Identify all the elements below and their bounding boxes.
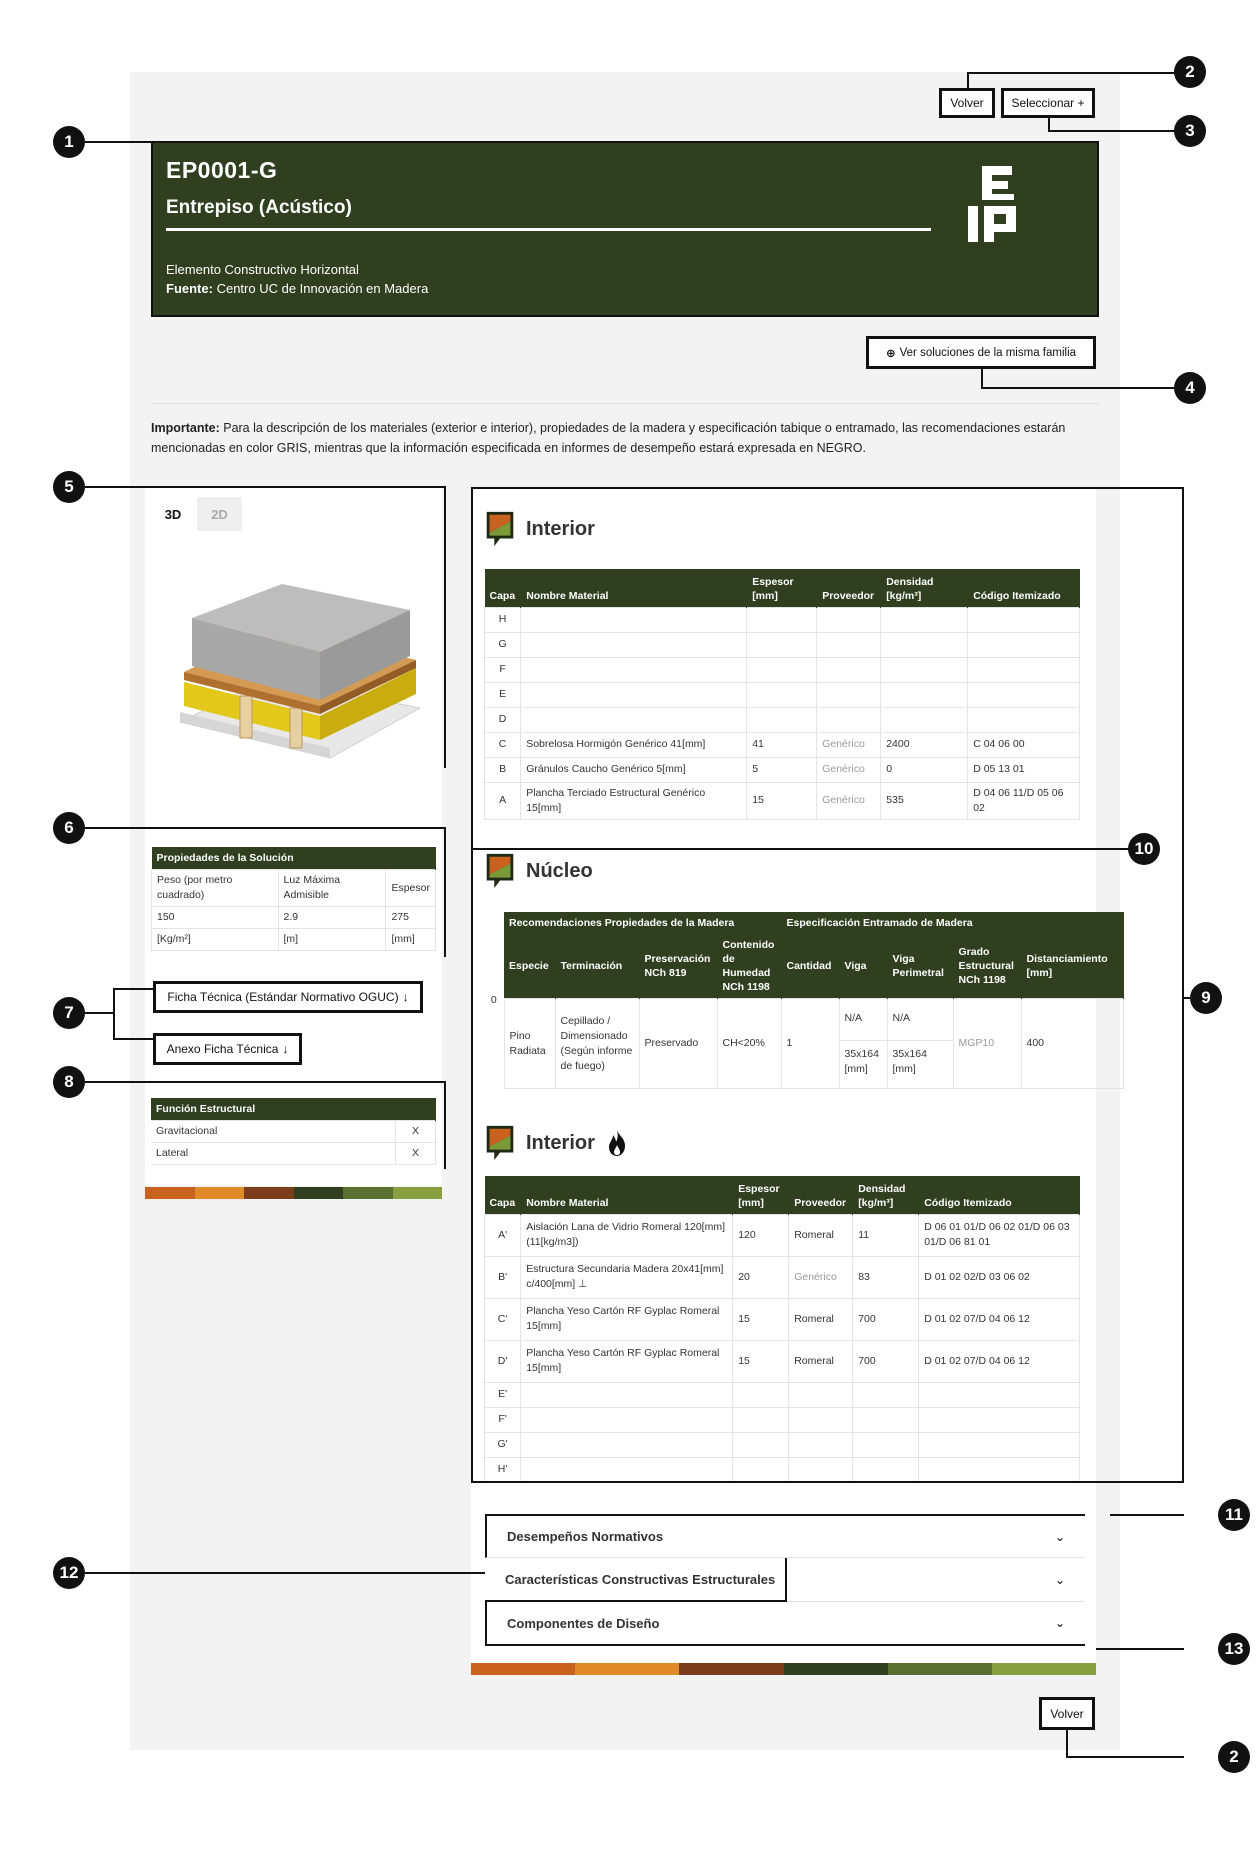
accordion-label: Características Constructivas Estructurales bbox=[505, 1572, 776, 1587]
col-header-nombre: Nombre Material bbox=[521, 1176, 733, 1214]
cell-nombre bbox=[521, 1382, 733, 1407]
cell-proveedor: Romeral bbox=[789, 1340, 853, 1382]
table-row bbox=[485, 1340, 1080, 1382]
interior-top-table bbox=[484, 569, 1080, 820]
table-row bbox=[485, 1214, 1080, 1256]
col-header-humedad: Contenido de Humedad NCh 1198 bbox=[717, 934, 781, 999]
leader-12 bbox=[85, 1572, 485, 1574]
nucleo-group-frame: Especificación Entramado de Madera bbox=[781, 912, 1124, 934]
cell-capa: H' bbox=[485, 1457, 521, 1482]
cell-proveedor: Genérico bbox=[817, 782, 881, 819]
interior-bottom-table bbox=[484, 1176, 1080, 1483]
table-row bbox=[485, 1256, 1080, 1298]
cell-nombre: Plancha Yeso Cartón RF Gyplac Romeral 15[mm] bbox=[521, 1340, 733, 1382]
col-header-terminacion: Terminación bbox=[555, 934, 639, 999]
cell-codigo: D 05 13 01 bbox=[968, 757, 1080, 782]
leader-7-a bbox=[113, 988, 153, 990]
table-row bbox=[485, 682, 1080, 707]
col-header-cantidad: Cantidad bbox=[781, 934, 839, 999]
cell-capa: C bbox=[485, 732, 521, 757]
col-header-distancia: Distanciamiento [mm] bbox=[1021, 934, 1124, 999]
cell-nombre bbox=[521, 1457, 733, 1482]
element-type: Elemento Constructivo Horizontal bbox=[166, 262, 359, 277]
chevron-down-icon: ⌄ bbox=[1054, 1616, 1065, 1630]
layer-flag-icon bbox=[484, 1124, 516, 1162]
cell-densidad: 11 bbox=[853, 1214, 919, 1256]
col-header-preservacion: Preservación NCh 819 bbox=[639, 934, 717, 999]
cell-capa: F bbox=[485, 657, 521, 682]
cell-capa: F' bbox=[485, 1407, 521, 1432]
callout-3: 3 bbox=[1174, 115, 1206, 147]
callout-11: 11 bbox=[1218, 1499, 1250, 1531]
cell-nombre bbox=[521, 607, 747, 632]
col-header-viga-perimetral: Viga Perimetral bbox=[887, 934, 953, 999]
cell-capa: B bbox=[485, 757, 521, 782]
cell-viga-a: N/A bbox=[840, 1005, 887, 1041]
cell-proveedor bbox=[789, 1457, 853, 1482]
cell-espesor: 15 bbox=[733, 1340, 789, 1382]
prop-weight-value: 150 bbox=[152, 907, 279, 929]
same-family-button[interactable] bbox=[866, 336, 1096, 369]
prop-weight-unit: [Kg/m²] bbox=[152, 929, 279, 951]
leader-1 bbox=[85, 141, 155, 143]
cell-densidad bbox=[881, 607, 968, 632]
cell-proveedor bbox=[817, 607, 881, 632]
col-header-densidad: Densidad [kg/m³] bbox=[881, 569, 968, 607]
cell-proveedor bbox=[817, 707, 881, 732]
leader-2b-h bbox=[1066, 1756, 1184, 1758]
cell-nombre bbox=[521, 657, 747, 682]
cell-densidad bbox=[881, 707, 968, 732]
prop-thickness-unit: [mm] bbox=[386, 929, 436, 951]
cell-capa: G' bbox=[485, 1432, 521, 1457]
cell-perimetral-b: 35x164 [mm] bbox=[892, 1047, 927, 1075]
cell-proveedor: Romeral bbox=[789, 1214, 853, 1256]
callout-2: 2 bbox=[1174, 56, 1206, 88]
cell-nombre: Plancha Yeso Cartón RF Gyplac Romeral 15[mm] bbox=[521, 1298, 733, 1340]
leader-7 bbox=[85, 1012, 113, 1014]
callout-6: 6 bbox=[53, 812, 85, 844]
accordion-label: Desempeños Normativos bbox=[507, 1529, 664, 1544]
col-header-codigo: Código Itemizado bbox=[968, 569, 1080, 607]
cell-codigo bbox=[968, 657, 1080, 682]
cell-densidad bbox=[853, 1407, 919, 1432]
header-rule bbox=[166, 228, 931, 231]
chevron-down-icon: ⌄ bbox=[1054, 1529, 1065, 1544]
structural-row-label: Lateral bbox=[151, 1143, 396, 1165]
cell-codigo bbox=[968, 632, 1080, 657]
solution-properties-table bbox=[151, 847, 436, 951]
cell-densidad: 0 bbox=[881, 757, 968, 782]
cell-espesor: 41 bbox=[747, 732, 817, 757]
col-header-densidad: Densidad [kg/m³] bbox=[853, 1176, 919, 1214]
table-row bbox=[485, 1382, 1080, 1407]
section-title-text: Interior bbox=[526, 1131, 595, 1154]
solution-code: EP0001-G bbox=[166, 157, 278, 183]
table-row bbox=[485, 1457, 1080, 1482]
cell-espesor bbox=[733, 1382, 789, 1407]
accordion-desempenos[interactable] bbox=[485, 1514, 1085, 1558]
cell-densidad bbox=[853, 1457, 919, 1482]
callout-13: 13 bbox=[1218, 1633, 1250, 1665]
col-header-proveedor: Proveedor bbox=[817, 569, 881, 607]
solution-name: Entrepiso (Acústico) bbox=[166, 197, 352, 218]
structural-title: Función Estructural bbox=[151, 1098, 436, 1121]
cell-capa: B' bbox=[485, 1256, 521, 1298]
3d-model-view[interactable] bbox=[170, 590, 430, 760]
cell-nombre: Estructura Secundaria Madera 20x41[mm] c/400[mm] ⊥ bbox=[521, 1256, 733, 1298]
cell-humedad: CH<20% bbox=[717, 999, 781, 1089]
cell-proveedor bbox=[817, 682, 881, 707]
cell-densidad: 700 bbox=[853, 1340, 919, 1382]
cell-densidad: 700 bbox=[853, 1298, 919, 1340]
cell-proveedor: Romeral bbox=[789, 1298, 853, 1340]
divider bbox=[151, 403, 1099, 404]
col-header-capa: Capa bbox=[485, 1176, 521, 1214]
tab-3d[interactable]: 3D bbox=[153, 497, 193, 531]
cell-codigo bbox=[919, 1382, 1080, 1407]
cell-nombre bbox=[521, 1407, 733, 1432]
prop-span-value: 2.9 bbox=[278, 907, 386, 929]
cell-codigo bbox=[919, 1432, 1080, 1457]
properties-title: Propiedades de la Solución bbox=[152, 847, 436, 870]
cell-espesor: 5 bbox=[747, 757, 817, 782]
callout-5: 5 bbox=[53, 471, 85, 503]
cell-densidad: 535 bbox=[881, 782, 968, 819]
accordion-label: Componentes de Diseño bbox=[507, 1615, 660, 1631]
structural-row-label: Gravitacional bbox=[151, 1121, 396, 1143]
anexo-ficha-button[interactable] bbox=[153, 1033, 302, 1065]
cell-espesor: 20 bbox=[733, 1256, 789, 1298]
table-row bbox=[485, 657, 1080, 682]
cell-codigo: D 06 01 01/D 06 02 01/D 06 03 01/D 06 81 01 bbox=[919, 1214, 1080, 1256]
cell-espesor: 15 bbox=[747, 782, 817, 819]
table-row bbox=[485, 632, 1080, 657]
notice-text: Para la descripción de los materiales (exterior e interior), propiedades de la madera y especificación tabique o entramado, las recomendaciones estarán mencionadas en color GRIS, mientras que la información especificada en informes de desempeño estará expresada en NEGRO. bbox=[151, 421, 1066, 455]
cell-nombre bbox=[521, 707, 747, 732]
table-row bbox=[485, 707, 1080, 732]
leader-4-h bbox=[981, 387, 1184, 389]
cell-nombre: Sobrelosa Hormigón Genérico 41[mm] bbox=[521, 732, 747, 757]
table-row bbox=[485, 607, 1080, 632]
cell-espesor bbox=[733, 1407, 789, 1432]
cell-densidad bbox=[853, 1432, 919, 1457]
callout-4: 4 bbox=[1174, 372, 1206, 404]
cell-cantidad: 1 bbox=[781, 999, 839, 1089]
col-header-proveedor: Proveedor bbox=[789, 1176, 853, 1214]
cell-nombre: Gránulos Caucho Genérico 5[mm] bbox=[521, 757, 747, 782]
cell-espesor bbox=[747, 657, 817, 682]
tab-2d[interactable]: 2D bbox=[197, 497, 242, 531]
layer-flag-icon bbox=[484, 510, 516, 548]
callout-8: 8 bbox=[53, 1066, 85, 1098]
section-interior-top bbox=[484, 510, 595, 548]
cell-proveedor bbox=[817, 632, 881, 657]
cell-codigo: D 01 02 07/D 04 06 12 bbox=[919, 1298, 1080, 1340]
section-title-text: Interior bbox=[526, 517, 595, 540]
callout-2-bottom: 2 bbox=[1218, 1741, 1250, 1773]
prop-header-span: Luz Máxima Admisible bbox=[278, 870, 386, 907]
nucleo-table bbox=[484, 912, 1124, 1089]
cell-codigo bbox=[968, 607, 1080, 632]
cell-codigo bbox=[968, 682, 1080, 707]
table-row bbox=[485, 732, 1080, 757]
leader-11 bbox=[1110, 1514, 1184, 1516]
col-header-viga: Viga bbox=[839, 934, 887, 999]
cell-capa: H bbox=[485, 607, 521, 632]
cell-capa: C' bbox=[485, 1298, 521, 1340]
cell-proveedor: Genérico bbox=[789, 1256, 853, 1298]
cell-capa: A bbox=[485, 782, 521, 819]
cell-proveedor: Genérico bbox=[817, 757, 881, 782]
solution-header bbox=[151, 141, 1099, 317]
cell-capa: D' bbox=[485, 1340, 521, 1382]
cell-capa: D bbox=[485, 707, 521, 732]
anexo-ficha-label: Anexo Ficha Técnica bbox=[166, 1042, 279, 1056]
callout-9: 9 bbox=[1190, 982, 1222, 1014]
accordion-caracteristicas[interactable] bbox=[485, 1558, 1085, 1602]
section-interior-bottom bbox=[484, 1124, 629, 1162]
leader-7-b bbox=[113, 1038, 153, 1040]
leader-7-v bbox=[113, 988, 115, 1040]
cell-preservacion: Preservado bbox=[639, 999, 717, 1089]
cell-capa: E bbox=[485, 682, 521, 707]
cell-espesor bbox=[747, 682, 817, 707]
structural-function-table bbox=[151, 1098, 436, 1165]
nucleo-row-index: 0 bbox=[490, 993, 497, 1006]
prop-header-thickness: Espesor bbox=[386, 870, 436, 907]
prop-span-unit: [m] bbox=[278, 929, 386, 951]
brand-logo bbox=[968, 166, 1028, 244]
cell-densidad bbox=[853, 1382, 919, 1407]
solution-meta bbox=[166, 260, 428, 298]
source-value: Centro UC de Innovación en Madera bbox=[216, 281, 429, 296]
cell-capa: A' bbox=[485, 1214, 521, 1256]
back-button-bottom[interactable]: Volver bbox=[1039, 1697, 1095, 1730]
accordion-componentes[interactable] bbox=[485, 1602, 1085, 1646]
cell-proveedor bbox=[789, 1382, 853, 1407]
layer-flag-icon bbox=[484, 852, 516, 890]
cell-espesor bbox=[733, 1432, 789, 1457]
cell-nombre bbox=[521, 682, 747, 707]
nucleo-group-wood: Recomendaciones Propiedades de la Madera bbox=[504, 912, 781, 934]
nucleo-table-wrapper[interactable] bbox=[484, 912, 1108, 1102]
cell-espesor bbox=[747, 632, 817, 657]
cell-densidad: 83 bbox=[853, 1256, 919, 1298]
leader-3-h bbox=[1048, 130, 1184, 132]
callout-12: 12 bbox=[53, 1557, 85, 1589]
cell-codigo: D 01 02 07/D 04 06 12 bbox=[919, 1340, 1080, 1382]
cell-grado: MGP10 bbox=[953, 999, 1021, 1089]
same-family-label: Ver soluciones de la misma familia bbox=[899, 346, 1077, 359]
callout-1: 1 bbox=[53, 126, 85, 158]
col-header-nombre: Nombre Material bbox=[521, 569, 747, 607]
cell-nombre: Plancha Terciado Estructural Genérico 15[mm] bbox=[521, 782, 747, 819]
cell-codigo bbox=[919, 1407, 1080, 1432]
table-row bbox=[485, 782, 1080, 819]
table-row bbox=[485, 757, 1080, 782]
color-stripe-right bbox=[471, 1663, 1096, 1675]
cell-espesor: 120 bbox=[733, 1214, 789, 1256]
cell-densidad: 2400 bbox=[881, 732, 968, 757]
structural-row-value: X bbox=[396, 1143, 436, 1165]
download-arrow-icon: ↓ bbox=[282, 1042, 289, 1056]
leader-2b bbox=[1066, 1730, 1068, 1758]
cell-espesor bbox=[747, 607, 817, 632]
cell-especie: Pino Radiata bbox=[504, 999, 555, 1089]
col-header-espesor: Espesor [mm] bbox=[733, 1176, 789, 1214]
cell-viga-b: 35x164 [mm] bbox=[844, 1047, 879, 1075]
cell-proveedor bbox=[789, 1407, 853, 1432]
cell-perimetral-a: N/A bbox=[888, 1005, 953, 1041]
cell-proveedor bbox=[789, 1432, 853, 1457]
source-label: Fuente: bbox=[166, 281, 213, 296]
col-header-especie: Especie bbox=[504, 934, 555, 999]
leader-6 bbox=[85, 827, 147, 829]
leader-2a bbox=[967, 72, 969, 90]
section-title-text: Núcleo bbox=[526, 859, 593, 882]
cell-densidad bbox=[881, 657, 968, 682]
structural-row-value: X bbox=[396, 1121, 436, 1143]
cell-codigo: D 04 06 11/D 05 06 02 bbox=[968, 782, 1080, 819]
table-row bbox=[485, 1298, 1080, 1340]
cell-densidad bbox=[881, 632, 968, 657]
prop-header-weight: Peso (por metro cuadrado) bbox=[152, 870, 279, 907]
important-notice bbox=[151, 418, 1101, 458]
table-row bbox=[485, 1407, 1080, 1432]
color-stripe-left bbox=[145, 1187, 442, 1199]
back-button-top[interactable]: Volver bbox=[939, 88, 995, 118]
prop-thickness-value: 275 bbox=[386, 907, 436, 929]
leader-2a-h bbox=[967, 72, 1183, 74]
cell-nombre bbox=[521, 1432, 733, 1457]
col-header-capa: Capa bbox=[485, 569, 521, 607]
cell-nombre: Aislación Lana de Vidrio Romeral 120[mm] (11[kg/m3]) bbox=[521, 1214, 733, 1256]
callout-7: 7 bbox=[53, 997, 85, 1029]
zoom-search-icon: ⊕ bbox=[885, 347, 896, 360]
download-arrow-icon: ↓ bbox=[402, 990, 409, 1004]
fire-icon bbox=[605, 1129, 629, 1157]
cell-espesor: 15 bbox=[733, 1298, 789, 1340]
cell-terminacion: Cepillado / Dimensionado (Según informe de fuego) bbox=[555, 999, 639, 1089]
cell-codigo bbox=[968, 707, 1080, 732]
cell-codigo: C 04 06 00 bbox=[968, 732, 1080, 757]
chevron-down-icon: ⌄ bbox=[1054, 1572, 1065, 1587]
cell-proveedor: Genérico bbox=[817, 732, 881, 757]
ficha-tecnica-button[interactable] bbox=[153, 981, 423, 1013]
table-row bbox=[484, 999, 1124, 1089]
cell-densidad bbox=[881, 682, 968, 707]
select-button[interactable]: Seleccionar + bbox=[1001, 88, 1095, 118]
leader-4 bbox=[981, 369, 983, 389]
cell-codigo bbox=[919, 1457, 1080, 1482]
col-header-codigo: Código Itemizado bbox=[919, 1176, 1080, 1214]
leader-5 bbox=[85, 486, 147, 488]
callout-10: 10 bbox=[1128, 833, 1160, 865]
cell-espesor bbox=[747, 707, 817, 732]
cell-viga-perimetral bbox=[887, 999, 953, 1089]
col-header-espesor: Espesor [mm] bbox=[747, 569, 817, 607]
cell-proveedor bbox=[817, 657, 881, 682]
cell-codigo: D 01 02 02/D 03 06 02 bbox=[919, 1256, 1080, 1298]
cell-distancia: 400 bbox=[1021, 999, 1124, 1089]
cell-nombre bbox=[521, 632, 747, 657]
cell-capa: G bbox=[485, 632, 521, 657]
cell-viga bbox=[839, 999, 887, 1089]
notice-bold: Importante: bbox=[151, 421, 220, 435]
cell-espesor bbox=[733, 1457, 789, 1482]
table-row bbox=[485, 1432, 1080, 1457]
ficha-tecnica-label: Ficha Técnica (Estándar Normativo OGUC) bbox=[167, 990, 399, 1004]
cell-capa: E' bbox=[485, 1382, 521, 1407]
leader-13 bbox=[1096, 1648, 1184, 1650]
leader-8 bbox=[85, 1081, 147, 1083]
col-header-grado: Grado Estructural NCh 1198 bbox=[953, 934, 1021, 999]
section-nucleo bbox=[484, 852, 593, 890]
